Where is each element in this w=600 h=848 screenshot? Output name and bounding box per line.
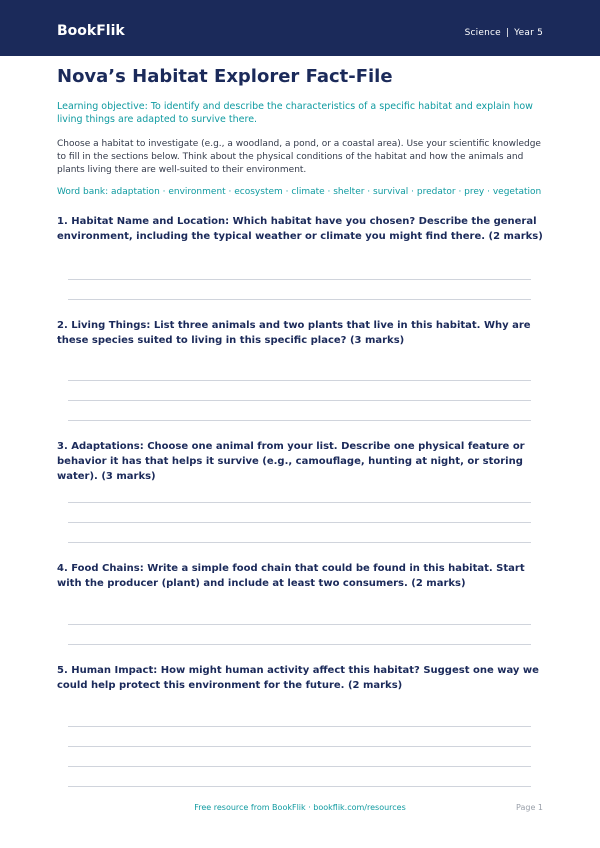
page-number: Page 1: [516, 803, 543, 812]
header-bar: [0, 0, 600, 56]
instructions: Choose a habitat to investigate (e.g., a woodland, a pond, or a coastal area). Use your scientific knowledge to fill in the sections below. Think about the physical conditions of the habitat and how the animals and plants living there are well-suited to their environment.: [57, 139, 541, 175]
footer-text: Free resource from BookFlik · bookflik.com/resources: [194, 803, 406, 812]
word-bank: Word bank: adaptation · environment · ecosystem · climate · shelter · survival · predator · prey · vegetation: [57, 187, 542, 197]
answer-line[interactable]: [68, 746, 531, 747]
question-5: 5. Human Impact: How might human activity affect this habitat? Suggest one way we could help protect this environment for the future. (2 marks): [57, 665, 539, 691]
answer-line[interactable]: [68, 542, 531, 543]
question-1: 1. Habitat Name and Location: Which habitat have you chosen? Describe the general environment, including the typical weather or climate you might find there. (2 marks): [57, 216, 543, 242]
answer-line[interactable]: [68, 766, 531, 767]
answer-line[interactable]: [68, 400, 531, 401]
year-label: Year 5: [514, 28, 543, 38]
answer-line[interactable]: [68, 624, 531, 625]
answer-line[interactable]: [68, 644, 531, 645]
answer-line[interactable]: [68, 279, 531, 280]
answer-line[interactable]: [68, 299, 531, 300]
meta-separator: |: [505, 28, 510, 38]
question-3: 3. Adaptations: Choose one animal from your list. Describe one physical feature or behavior it has that helps it survive (e.g., camouflage, hunting at night, or storing water). (3 marks): [57, 441, 525, 482]
question-4: 4. Food Chains: Write a simple food chain that could be found in this habitat. Start with the producer (plant) and include at least two consumers. (2 marks): [57, 563, 525, 589]
subject-year: [465, 28, 543, 38]
subject-label: Science: [464, 28, 501, 38]
answer-line[interactable]: [68, 380, 531, 381]
answer-line[interactable]: [68, 786, 531, 787]
learning-objective: Learning objective: To identify and describe the characteristics of a specific habitat and explain how living things are adapted to survive there.: [57, 101, 533, 125]
page-title: Nova’s Habitat Explorer Fact-File: [57, 66, 393, 87]
answer-line[interactable]: [68, 420, 531, 421]
answer-line[interactable]: [68, 522, 531, 523]
brand-logo: BookFlik: [57, 23, 125, 39]
answer-line[interactable]: [68, 502, 531, 503]
question-2: 2. Living Things: List three animals and two plants that live in this habitat. Why are these species suited to living in this specific place? (3 marks): [57, 320, 531, 346]
answer-line[interactable]: [68, 726, 531, 727]
